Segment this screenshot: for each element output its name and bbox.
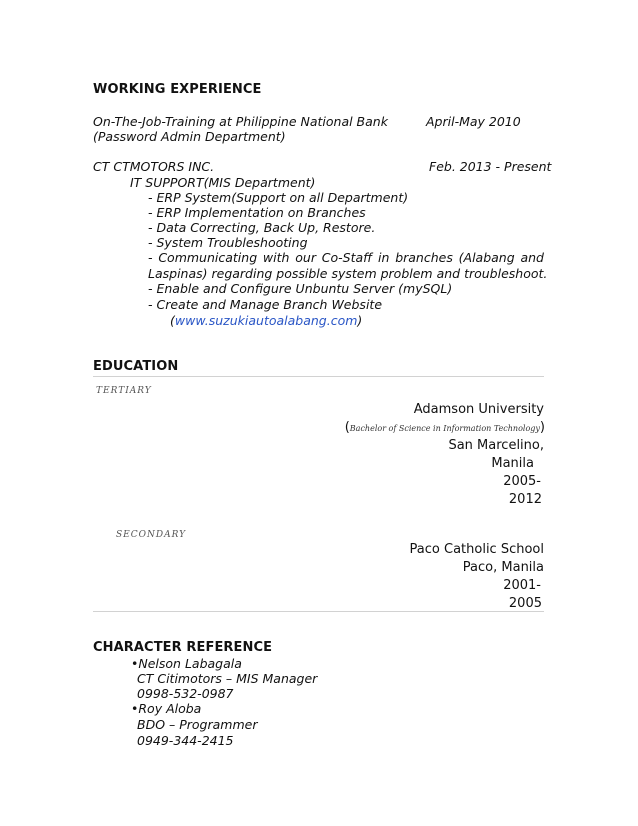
paren-close: ): [539, 420, 545, 435]
tertiary-label: TERTIARY: [96, 386, 152, 396]
duty-item: - ERP System(Support on all Department): [148, 190, 409, 205]
tertiary-year-end: 2012: [508, 492, 542, 507]
job1-department: (Password Admin Department): [93, 129, 286, 144]
reference-phone: 0949-344-2415: [137, 733, 234, 748]
degree: Bachelor of Science in Information Technology: [349, 424, 540, 433]
duty-item: - Create and Manage Branch Website: [148, 297, 383, 312]
duty-item-continued: Laspinas) regarding possible system problem and troubleshoot.: [148, 266, 548, 281]
reference-position: CT Citimotors – MIS Manager: [137, 671, 318, 686]
paren-close: ): [357, 313, 363, 328]
duty-item: - Data Correcting, Back Up, Restore.: [148, 220, 376, 235]
reference-name: •Roy Aloba: [131, 701, 202, 716]
tertiary-region: Manila: [491, 456, 534, 471]
education-bottom-divider: [93, 611, 544, 612]
tertiary-year-start: 2005-: [503, 474, 541, 489]
reference-phone: 0998-532-0987: [137, 686, 234, 701]
duty-item: - ERP Implementation on Branches: [148, 205, 366, 220]
secondary-year-end: 2005: [508, 596, 542, 611]
tertiary-city: San Marcelino,: [448, 438, 544, 453]
job1-title: On-The-Job-Training at Philippine National Bank: [93, 114, 388, 129]
education-heading: EDUCATION: [93, 359, 179, 374]
tertiary-school: Adamson University: [413, 402, 544, 417]
secondary-year-start: 2001-: [503, 578, 541, 593]
secondary-school: Paco Catholic School: [409, 542, 544, 557]
work-experience-heading: WORKING EXPERIENCE: [93, 82, 262, 97]
paren-open: (: [170, 313, 175, 328]
duty-item: - Enable and Configure Unbuntu Server (mySQL): [148, 281, 453, 296]
website-link-line: [170, 313, 362, 328]
duty-item: - Communicating with our Co-Staff in branches (Alabang and: [148, 250, 544, 265]
job2-role: IT SUPPORT(MIS Department): [130, 175, 316, 190]
duty-item: - System Troubleshooting: [148, 235, 308, 250]
secondary-location: Paco, Manila: [462, 560, 544, 575]
reference-name: •Nelson Labagala: [131, 656, 242, 671]
secondary-label: SECONDARY: [116, 530, 187, 540]
paren-open: (: [344, 420, 350, 435]
reference-position: BDO – Programmer: [137, 717, 258, 732]
job1-dates: April-May 2010: [426, 114, 521, 129]
website-link[interactable]: www.suzukiautoalabang.com: [174, 313, 358, 328]
degree-line: [345, 420, 545, 435]
job2-company: CT CTMOTORS INC.: [93, 159, 215, 174]
job2-dates: Feb. 2013 - Present: [429, 159, 552, 174]
character-reference-heading: CHARACTER REFERENCE: [93, 640, 273, 655]
education-divider: [93, 376, 544, 377]
